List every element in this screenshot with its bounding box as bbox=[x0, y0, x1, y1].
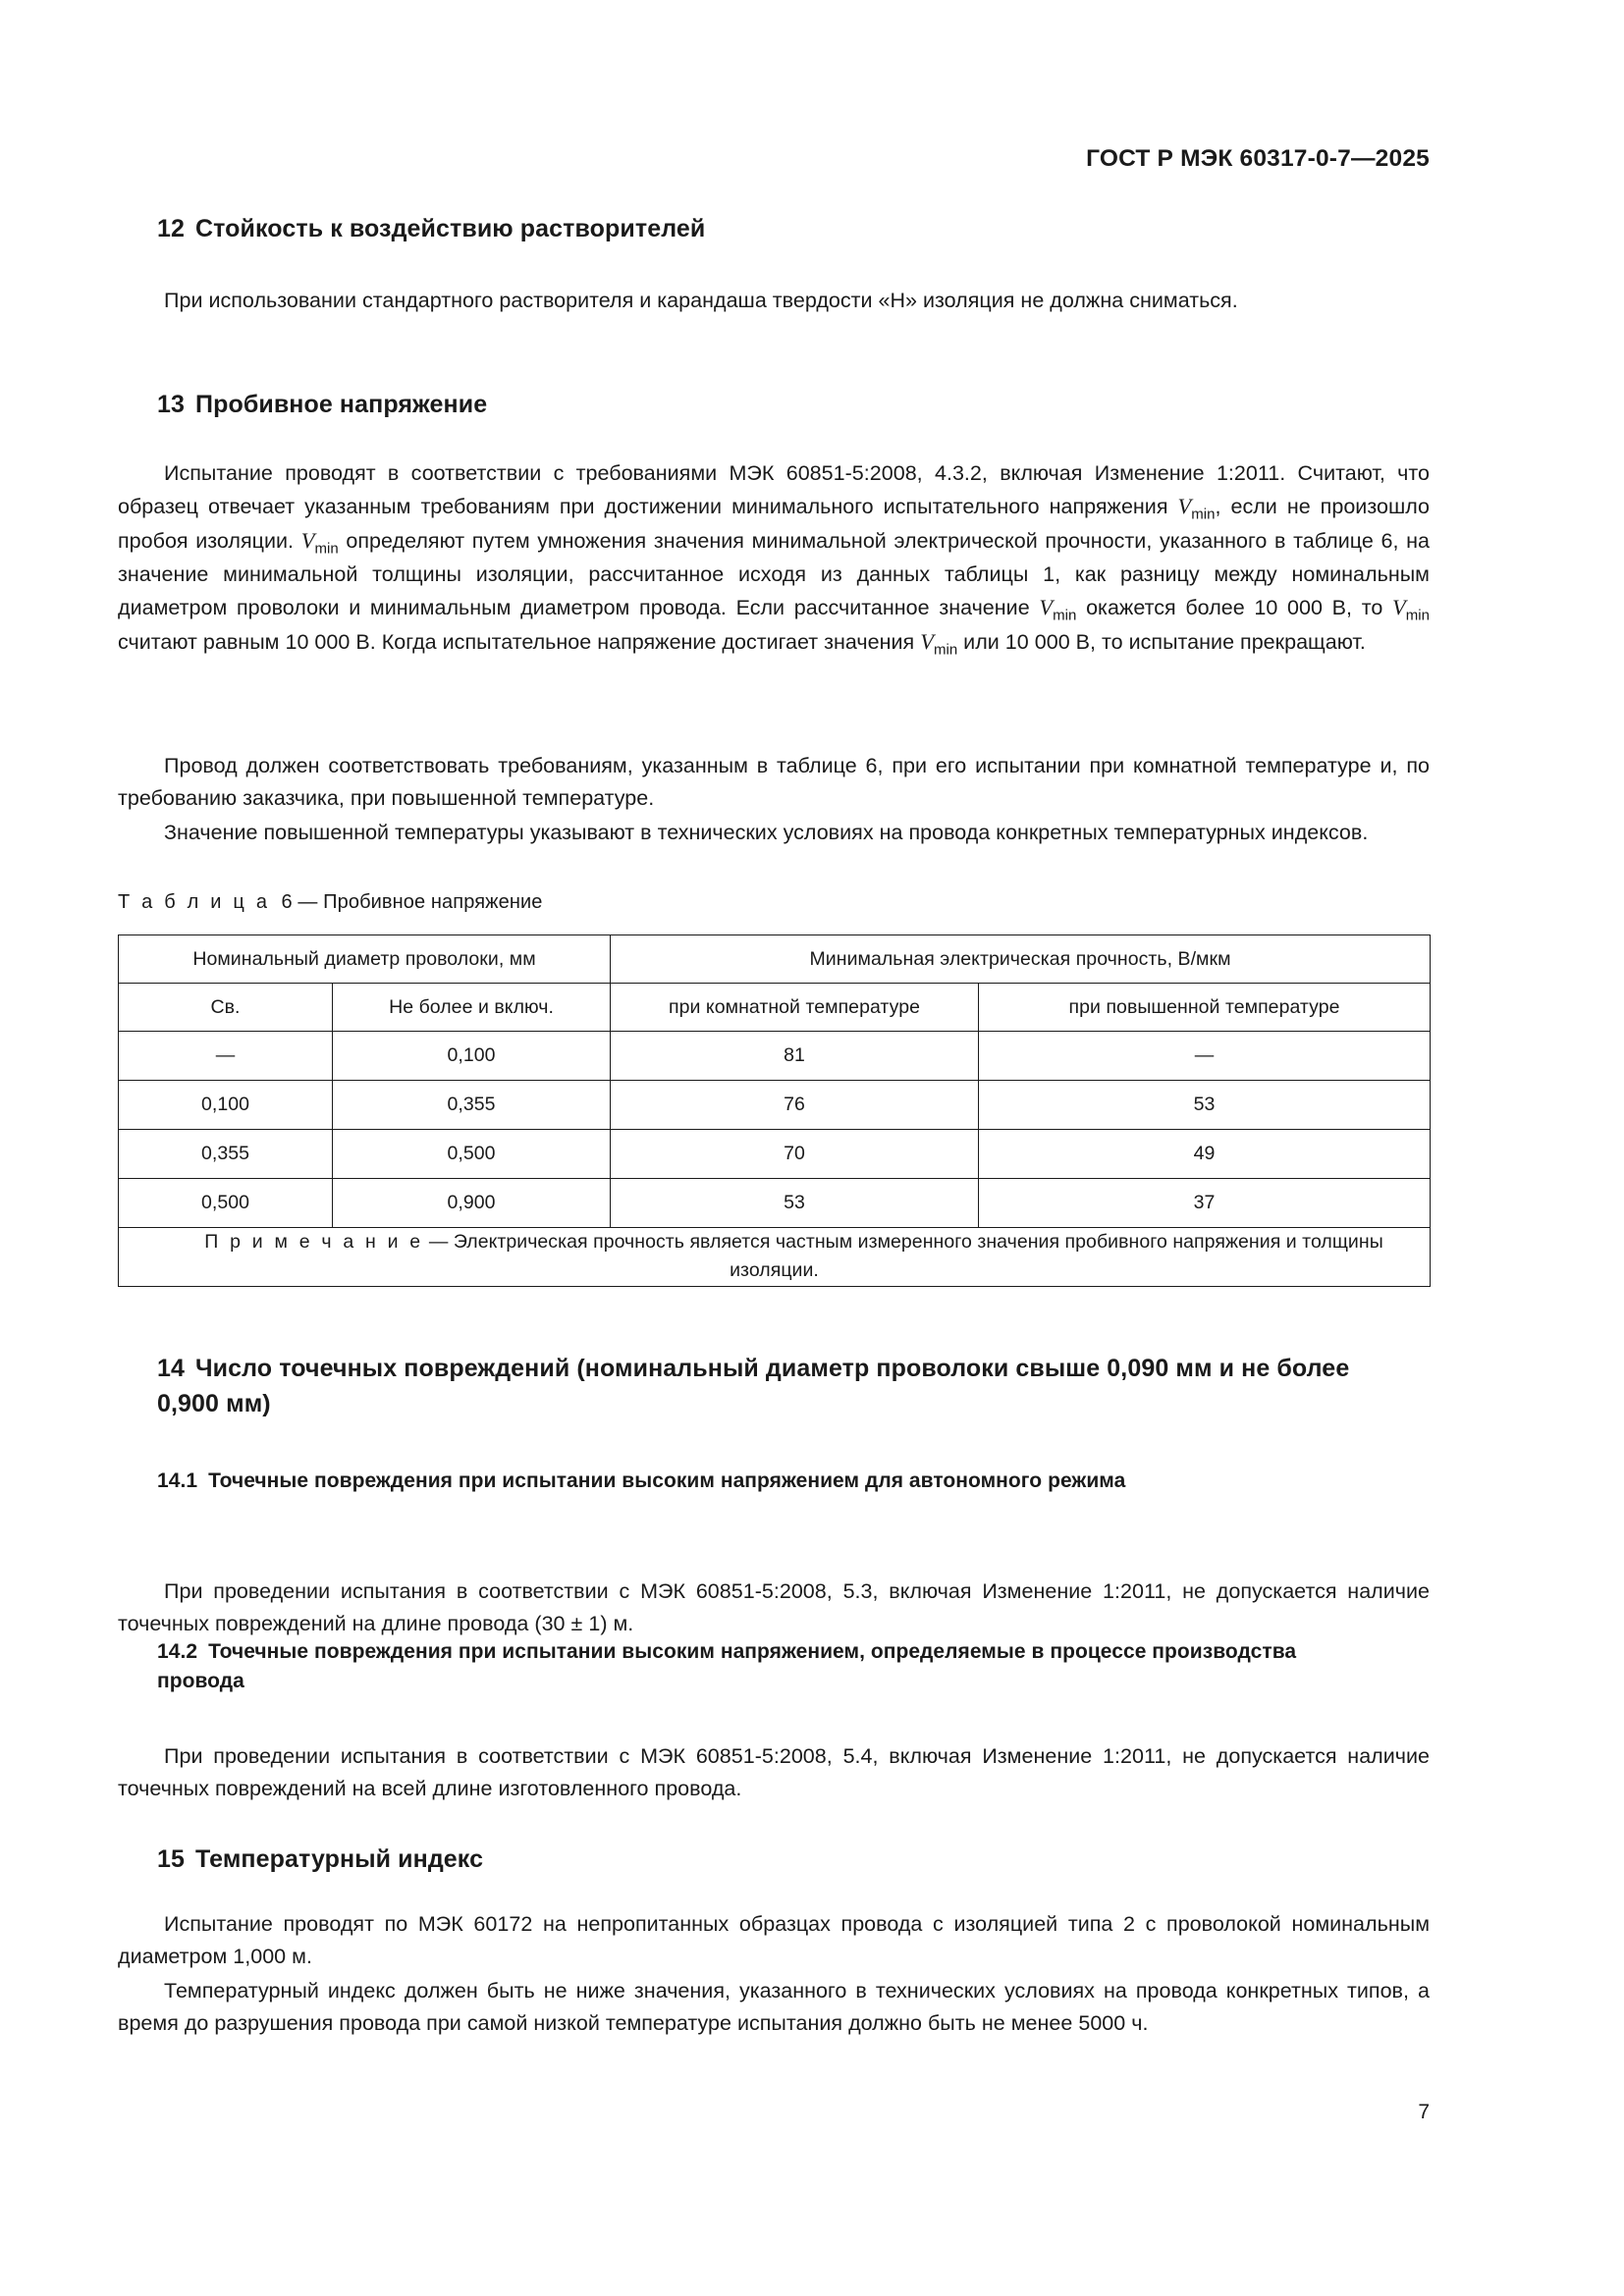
section-12-heading bbox=[157, 212, 705, 247]
section-12-paragraph bbox=[118, 285, 1430, 317]
section-15-paragraph-1 bbox=[118, 1908, 1430, 1973]
vmin-letter: V bbox=[300, 527, 315, 553]
cell-high-temp: 53 bbox=[979, 1081, 1431, 1130]
section-14-2-heading bbox=[157, 1637, 1316, 1696]
section-14-2-paragraph bbox=[118, 1740, 1430, 1805]
table-6-caption bbox=[118, 891, 542, 914]
section-15-paragraph-2 bbox=[118, 1975, 1430, 2040]
s14-1-text: При проведении испытания в соответствии с МЭК 60851-5:2008, 5.3, включая Изменение 1:2011, не допускается наличие точечных повреждений на длине провода (30 ± 1) м. bbox=[118, 1579, 1430, 1636]
section-14-2-number: 14.2 bbox=[157, 1640, 198, 1663]
section-14-2-title: Точечные повреждения при испытании высоким напряжением, определяемые в процессе производства провода bbox=[157, 1640, 1297, 1693]
cell-room-temp: 53 bbox=[611, 1179, 979, 1228]
table-row bbox=[119, 1130, 1431, 1179]
cell-high-temp: — bbox=[979, 1032, 1431, 1081]
cell-room-temp: 81 bbox=[611, 1032, 979, 1081]
note-text: Электрическая прочность является частным измеренного значения пробивного напряжения и толщины изоляции. bbox=[453, 1231, 1383, 1282]
vmin-subscript: min bbox=[933, 641, 958, 659]
s13-p3-text: Значение повышенной температуры указывают в технических условиях на провода конкретных температурных индексов. bbox=[164, 821, 1369, 844]
table-caption-label: Т а б л и ц а bbox=[118, 891, 271, 913]
cell-sv: 0,355 bbox=[119, 1130, 333, 1179]
table-row bbox=[119, 1179, 1431, 1228]
table-column-header-row bbox=[119, 984, 1431, 1032]
section-15-heading bbox=[157, 1842, 483, 1878]
vmin-symbol-1 bbox=[1177, 494, 1216, 523]
section-13-paragraph-2 bbox=[118, 750, 1430, 815]
table-group-header-row bbox=[119, 935, 1431, 984]
table-caption-dash: — bbox=[298, 891, 318, 913]
section-13-number: 13 bbox=[157, 391, 186, 418]
s15-p2-text: Температурный индекс должен быть не ниже значения, указанного в технических условиях на провода конкретных типов, а время до разрушения провода при самой низкой температуре испытания должно быть не менее 5000 ч. bbox=[118, 1979, 1430, 2036]
cell-upto: 0,500 bbox=[333, 1130, 611, 1179]
s13-p1-part-b: , если не произошло пробоя изоляции. bbox=[118, 495, 1430, 553]
section-13-paragraph-3 bbox=[118, 817, 1430, 849]
cell-upto: 0,355 bbox=[333, 1081, 611, 1130]
s14-2-text: При проведении испытания в соответствии с МЭК 60851-5:2008, 5.4, включая Изменение 1:2011, не допускается наличие точечных повреждений на всей длине изготовленного провода. bbox=[118, 1744, 1430, 1801]
vmin-symbol-2 bbox=[300, 527, 339, 558]
table-row bbox=[119, 1081, 1431, 1130]
vmin-subscript: min bbox=[314, 540, 339, 558]
note-dash: — bbox=[428, 1231, 449, 1253]
note-label: П р и м е ч а н и е bbox=[204, 1231, 424, 1253]
column-header-upto: Не более и включ. bbox=[333, 984, 611, 1032]
s13-p1-part-e: считают равным 10 000 В. Когда испытательное напряжение достигает значения bbox=[118, 629, 921, 654]
vmin-symbol-5 bbox=[920, 628, 958, 659]
table-6-wrapper bbox=[118, 934, 1430, 1287]
section-12-number: 12 bbox=[157, 215, 186, 242]
s13-p1-part-f: или 10 000 В, то испытание прекращают. bbox=[957, 629, 1366, 654]
cell-upto: 0,900 bbox=[333, 1179, 611, 1228]
cell-sv: 0,500 bbox=[119, 1179, 333, 1228]
s13-p1-part-a: Испытание проводят в соответствии с требованиями МЭК 60851-5:2008, 4.3.2, включая Изменение 1:2011. Считают, что образец отвечает указанным требованиям при достижении минимального испытательного напряжения bbox=[118, 461, 1430, 519]
cell-upto: 0,100 bbox=[333, 1032, 611, 1081]
section-14-title: Число точечных повреждений (номинальный диаметр проволоки свыше 0,090 мм и не более 0,900 мм) bbox=[157, 1355, 1350, 1417]
cell-high-temp: 49 bbox=[979, 1130, 1431, 1179]
table-caption-title: Пробивное напряжение bbox=[323, 891, 543, 913]
cell-sv: — bbox=[119, 1032, 333, 1081]
section-14-1-number: 14.1 bbox=[157, 1469, 198, 1492]
vmin-subscript: min bbox=[1053, 607, 1077, 624]
section-12-title: Стойкость к воздействию растворителей bbox=[195, 215, 706, 242]
section-14-number: 14 bbox=[157, 1355, 186, 1382]
section-14-1-heading bbox=[157, 1467, 1316, 1496]
cell-room-temp: 70 bbox=[611, 1130, 979, 1179]
section-14-1-title: Точечные повреждения при испытании высоким напряжением для автономного режима bbox=[208, 1469, 1126, 1492]
page-number: 7 bbox=[1418, 2101, 1430, 2123]
vmin-letter: V bbox=[1392, 594, 1406, 619]
vmin-letter: V bbox=[1039, 594, 1054, 619]
column-header-high-temp: при повышенной температуре bbox=[979, 984, 1431, 1032]
vmin-subscript: min bbox=[1405, 607, 1431, 624]
section-15-title: Температурный индекс bbox=[195, 1845, 484, 1873]
section-12-paragraph-text: При использовании стандартного растворителя и карандаша твердости «Н» изоляция не должна сниматься. bbox=[164, 289, 1238, 312]
column-header-room-temp: при комнатной температуре bbox=[611, 984, 979, 1032]
group-header-cell-1: Номинальный диаметр проволоки, мм bbox=[119, 935, 611, 984]
cell-high-temp: 37 bbox=[979, 1179, 1431, 1228]
s15-p1-text: Испытание проводят по МЭК 60172 на непропитанных образцах провода с изоляцией типа 2 с проволокой номинальным диаметром 1,000 м. bbox=[118, 1912, 1430, 1969]
cell-sv: 0,100 bbox=[119, 1081, 333, 1130]
vmin-subscript: min bbox=[1191, 506, 1216, 523]
section-14-1-paragraph bbox=[118, 1575, 1430, 1640]
vmin-symbol-4 bbox=[1392, 594, 1431, 624]
table-6 bbox=[118, 934, 1431, 1287]
cell-room-temp: 76 bbox=[611, 1081, 979, 1130]
s13-p2-text: Провод должен соответствовать требованиям, указанным в таблице 6, при его испытании при комнатной температуре и, по требованию заказчика, при повышенной температуре. bbox=[118, 754, 1430, 811]
vmin-symbol-3 bbox=[1039, 594, 1077, 624]
running-header: ГОСТ Р МЭК 60317-0-7—2025 bbox=[1086, 145, 1430, 172]
table-note-cell bbox=[119, 1228, 1431, 1287]
table-row bbox=[119, 1032, 1431, 1081]
vmin-letter: V bbox=[920, 628, 934, 654]
table-note-row bbox=[119, 1228, 1431, 1287]
section-13-heading bbox=[157, 388, 487, 423]
s13-p1-part-c: определяют путем умножения значения минимальной электрической прочности, указанного в таблице 6, на значение минимальной толщины изоляции, рассчитанное исходя из данных таблицы 1, как разницу между номинальным диаметром проволоки и минимальным диаметром провода. Если рассчитанное значение bbox=[118, 528, 1430, 619]
column-header-sv: Св. bbox=[119, 984, 333, 1032]
group-header-cell-2: Минимальная электрическая прочность, В/мкм bbox=[611, 935, 1431, 984]
table-caption-number: 6 bbox=[281, 891, 293, 913]
section-14-heading bbox=[157, 1352, 1384, 1421]
vmin-letter: V bbox=[1177, 494, 1192, 519]
section-13-paragraph-1 bbox=[118, 457, 1430, 659]
section-13-title: Пробивное напряжение bbox=[195, 391, 488, 418]
section-15-number: 15 bbox=[157, 1845, 186, 1873]
s13-p1-part-d: окажется более 10 000 В, то bbox=[1076, 595, 1393, 619]
